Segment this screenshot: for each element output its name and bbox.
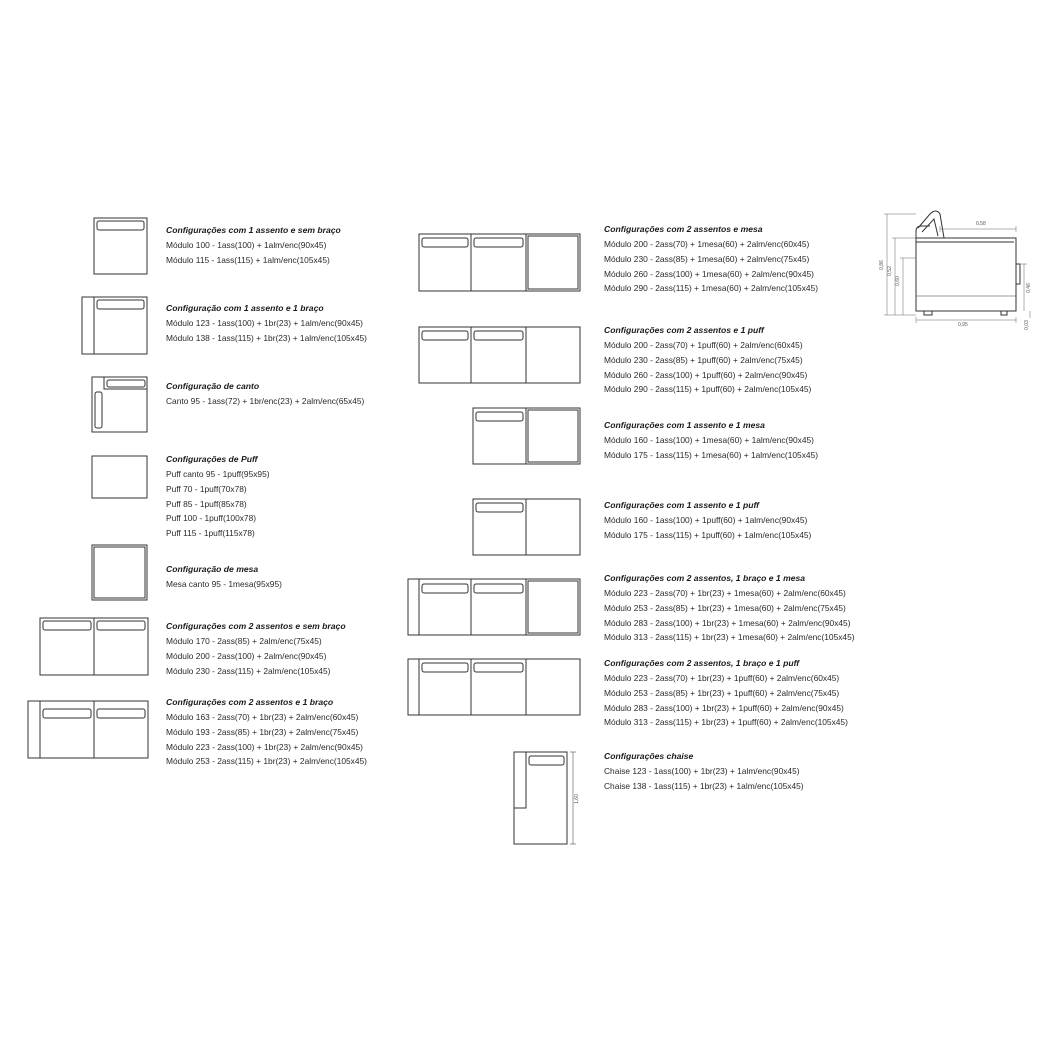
section-2-seats-1-arm [166, 695, 367, 769]
spec-line: Módulo 193 - 2ass(85) + 1br(23) + 2alm/enc(75x45) [166, 726, 359, 737]
section-title: Configurações com 1 assento e sem braço [166, 225, 341, 235]
section-title: Configurações com 2 assentos, 1 braço e 1 mesa [604, 573, 806, 583]
plan-2-seats-table [419, 234, 580, 291]
spec-line: Módulo 163 - 2ass(70) + 1br(23) + 2alm/enc(60x45) [166, 712, 359, 722]
spec-line: Módulo 290 - 2ass(115) + 1mesa(60) + 2alm/enc(105x45) [604, 283, 818, 294]
spec-line: Módulo 175 - 1ass(115) + 1mesa(60) + 1alm/enc(105x45) [604, 449, 818, 460]
spec-line: Módulo 138 - 1ass(115) + 1br(23) + 1alm/enc(105x45) [166, 332, 367, 343]
plan-1-seat-table [473, 408, 580, 464]
spec-line: Módulo 170 - 2ass(85) + 2alm/enc(75x45) [166, 636, 322, 646]
section-chaise [604, 749, 804, 794]
spec-line: Módulo 160 - 1ass(100) + 1puff(60) + 1alm/enc(90x45) [604, 515, 808, 525]
plan-2-seats-arm-puff [408, 659, 580, 715]
spec-line: Módulo 223 - 2ass(100) + 1br(23) + 2alm/enc(90x45) [166, 741, 363, 752]
spec-line: Chaise 123 - 1ass(100) + 1br(23) + 1alm/enc(90x45) [604, 766, 800, 776]
spec-line: Módulo 253 - 2ass(85) + 1br(23) + 1mesa(60) + 2alm/enc(75x45) [604, 602, 846, 613]
section-puff [166, 452, 270, 541]
spec-line: Chaise 138 - 1ass(115) + 1br(23) + 1alm/enc(105x45) [604, 780, 804, 791]
plan-1-seat-no-arm [94, 218, 147, 274]
side-view-dimension-lines [884, 214, 1030, 323]
section-2-seats-table [604, 222, 818, 296]
spec-line: Módulo 223 - 2ass(70) + 1br(23) + 1mesa(60) + 2alm/enc(60x45) [604, 588, 846, 598]
plan-1-seat-1-arm [82, 297, 147, 354]
dim-seat-label: 0,46 [1025, 283, 1032, 293]
plan-2-seats-no-arm [40, 618, 148, 675]
spec-line: Módulo 200 - 2ass(70) + 1mesa(60) + 2alm/enc(60x45) [604, 239, 810, 249]
section-2-seats-puff [604, 323, 811, 397]
spec-line: Módulo 313 - 2ass(115) + 1br(23) + 1mesa(60) + 2alm/enc(105x45) [604, 632, 855, 643]
spec-line: Puff 85 - 1puff(85x78) [166, 498, 247, 509]
plan-table [92, 545, 147, 600]
spec-line: Módulo 253 - 2ass(115) + 1br(23) + 2alm/enc(105x45) [166, 756, 367, 767]
spec-line: Módulo 175 - 1ass(115) + 1puff(60) + 1alm/enc(105x45) [604, 529, 812, 540]
spec-line: Módulo 230 - 2ass(85) + 1mesa(60) + 2alm/enc(75x45) [604, 253, 810, 264]
spec-line: Módulo 260 - 2ass(100) + 1mesa(60) + 2alm/enc(90x45) [604, 268, 814, 279]
section-title: Configurações com 1 assento e 1 puff [604, 500, 760, 510]
section-2-seats-arm-table [604, 571, 855, 645]
spec-line: Módulo 200 - 2ass(100) + 2alm/enc(90x45) [166, 650, 327, 661]
spec-line: Puff 115 - 1puff(115x78) [166, 528, 255, 539]
section-table [166, 562, 282, 592]
section-title: Configurações chaise [604, 751, 694, 761]
dim-foot-label: 0,03 [1023, 320, 1030, 330]
spec-line: Puff 100 - 1puff(100x78) [166, 513, 257, 524]
section-1-seat-no-arm [166, 223, 341, 268]
plan-puff [92, 456, 147, 498]
side-view-drawing [916, 211, 1020, 315]
section-title: Configuração de canto [166, 381, 260, 391]
spec-line: Módulo 115 - 1ass(115) + 1alm/enc(105x45) [166, 254, 330, 265]
section-2-seats-arm-puff [604, 656, 848, 730]
section-title: Configurações com 2 assentos e sem braço [166, 621, 346, 631]
spec-line: Módulo 290 - 2ass(115) + 1puff(60) + 2alm/enc(105x45) [604, 384, 812, 395]
spec-line: Puff canto 95 - 1puff(95x95) [166, 469, 270, 479]
plan-2-seats-puff [419, 327, 580, 383]
section-1-seat-table [604, 418, 818, 463]
section-title: Configuração de mesa [166, 564, 259, 574]
plan-2-seats-arm-table [408, 579, 580, 635]
spec-line: Módulo 283 - 2ass(100) + 1br(23) + 1puff(60) + 2alm/enc(90x45) [604, 702, 844, 713]
spec-line: Mesa canto 95 - 1mesa(95x95) [166, 579, 282, 589]
spec-line: Módulo 230 - 2ass(85) + 1puff(60) + 2alm/enc(75x45) [604, 354, 803, 365]
plan-2-seats-1-arm [28, 701, 148, 758]
dim-chaise-label: 1,60 [573, 794, 580, 804]
spec-line: Módulo 160 - 1ass(100) + 1mesa(60) + 1alm/enc(90x45) [604, 435, 814, 445]
dim-arm-label: 0,60 [894, 276, 901, 286]
section-title: Configurações com 2 assentos e 1 puff [604, 325, 764, 335]
spec-line: Canto 95 - 1ass(72) + 1br/enc(23) + 2alm/enc(65x45) [166, 396, 365, 406]
plan-chaise [514, 752, 576, 844]
spec-line: Módulo 253 - 2ass(85) + 1br(23) + 1puff(60) + 2alm/enc(75x45) [604, 687, 840, 698]
section-1-seat-puff [604, 498, 811, 543]
spec-line: Módulo 313 - 2ass(115) + 1br(23) + 1puff(60) + 2alm/enc(105x45) [604, 717, 848, 728]
section-title: Configurações de Puff [166, 454, 258, 464]
spec-line: Módulo 223 - 2ass(70) + 1br(23) + 1puff(60) + 2alm/enc(60x45) [604, 673, 840, 683]
spec-line: Módulo 260 - 2ass(100) + 1puff(60) + 2alm/enc(90x45) [604, 369, 808, 380]
section-corner [166, 379, 364, 409]
section-title: Configuração com 1 assento e 1 braço [166, 303, 324, 313]
spec-line: Módulo 200 - 2ass(70) + 1puff(60) + 2alm/enc(60x45) [604, 340, 803, 350]
dim-back-label: 0,52 [886, 266, 893, 276]
section-title: Configurações com 2 assentos, 1 braço e 1 puff [604, 658, 800, 668]
plan-1-seat-puff [473, 499, 580, 555]
spec-line: Módulo 230 - 2ass(115) + 2alm/enc(105x45) [166, 665, 331, 676]
section-2-seats-no-arm [166, 619, 346, 678]
section-title: Configurações com 2 assentos e 1 braço [166, 697, 334, 707]
section-1-seat-1-arm [166, 301, 367, 346]
dim-depth-label: 0,58 [976, 221, 986, 227]
section-title: Configurações com 1 assento e 1 mesa [604, 420, 765, 430]
dim-height-label: 0,86 [878, 260, 885, 270]
spec-line: Módulo 100 - 1ass(100) + 1alm/enc(90x45) [166, 240, 327, 250]
spec-line: Puff 70 - 1puff(70x78) [166, 483, 247, 494]
spec-line: Módulo 283 - 2ass(100) + 1br(23) + 1mesa(60) + 2alm/enc(90x45) [604, 617, 851, 628]
section-title: Configurações com 2 assentos e mesa [604, 224, 763, 234]
plan-corner [92, 377, 147, 432]
spec-line: Módulo 123 - 1ass(100) + 1br(23) + 1alm/enc(90x45) [166, 318, 363, 328]
dim-width-label: 0,95 [958, 322, 968, 328]
